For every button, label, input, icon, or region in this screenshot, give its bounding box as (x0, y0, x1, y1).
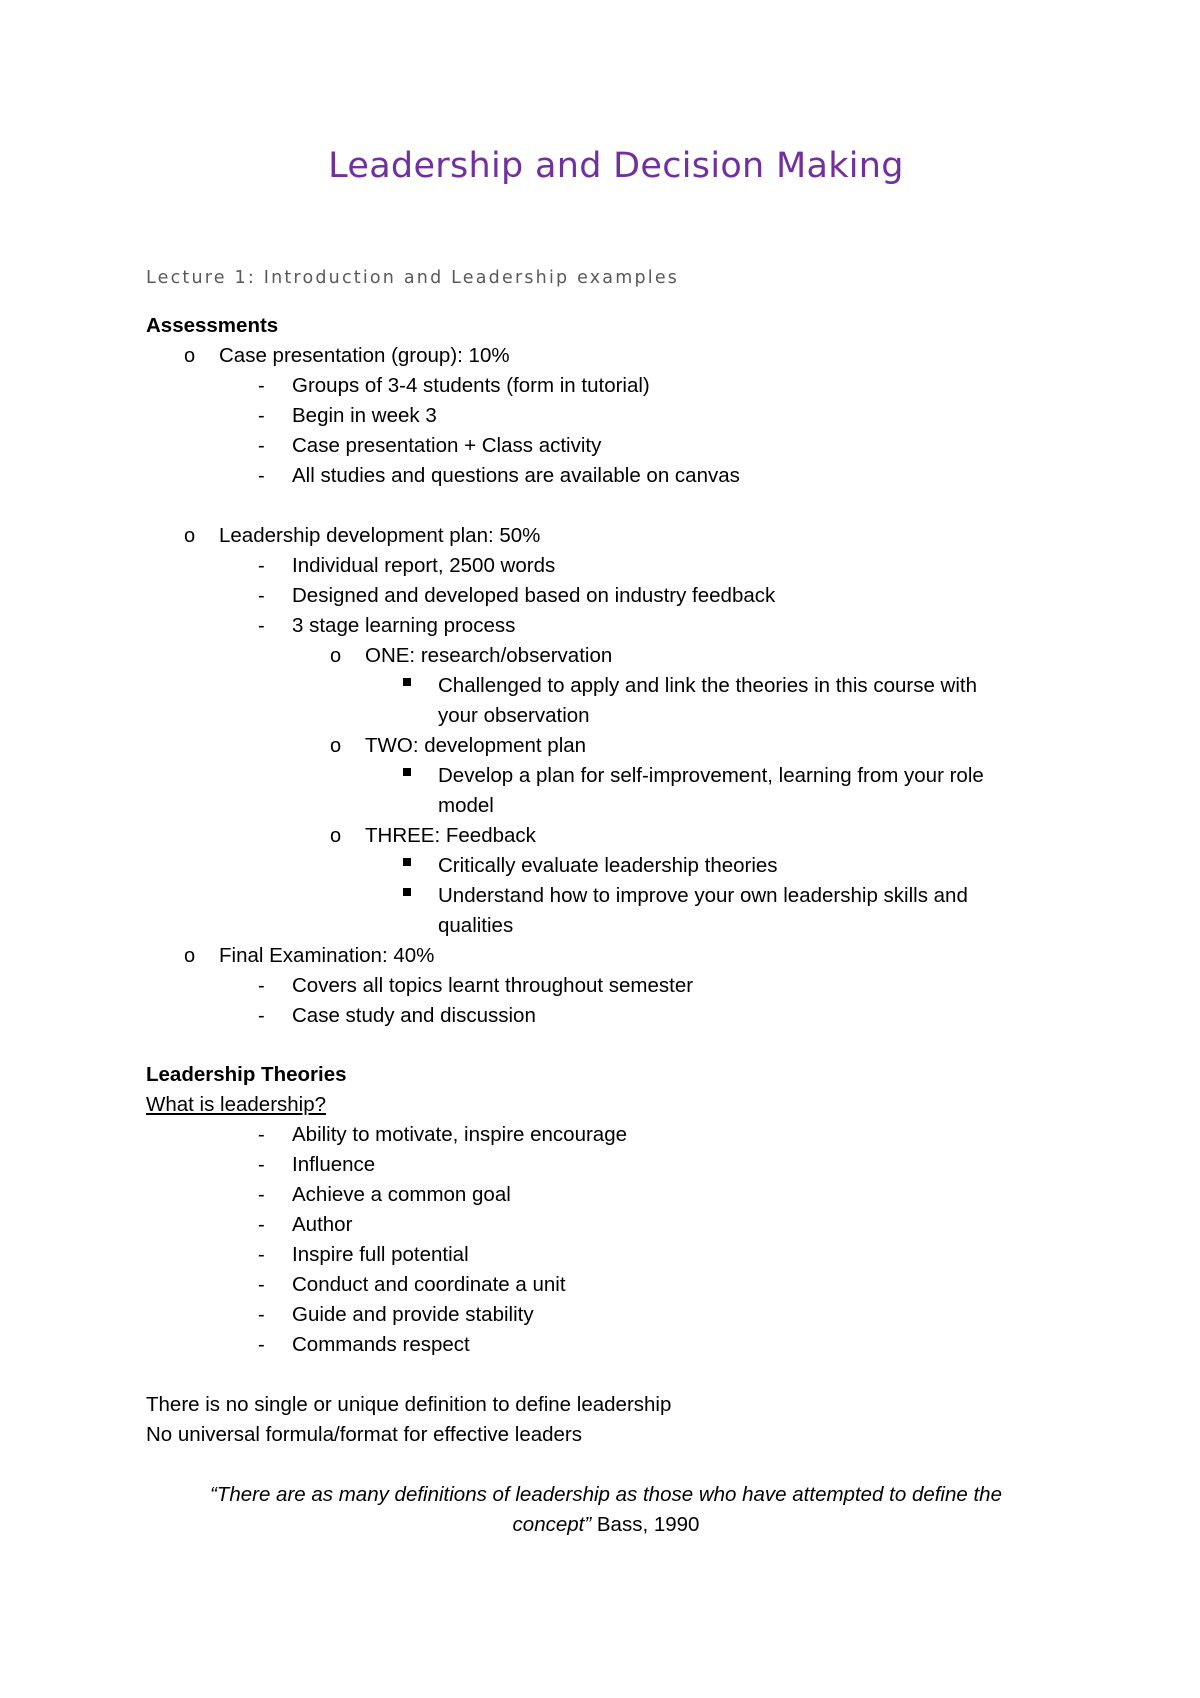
list-item: Covers all topics learnt throughout semester (292, 974, 694, 997)
dash-bullet-icon: - (258, 585, 265, 607)
dash-bullet-icon: - (258, 555, 265, 577)
list-item: Guide and provide stability (292, 1303, 534, 1326)
stage-detail: Challenged to apply and link the theories in this course with (438, 674, 978, 697)
dash-bullet-icon: - (258, 1005, 265, 1027)
assessments-heading: Assessments (146, 314, 279, 337)
list-item: Case presentation + Class activity (292, 434, 602, 457)
circle-bullet-icon: o (330, 735, 342, 757)
circle-bullet-icon: o (184, 345, 196, 367)
list-item: 3 stage learning process (292, 614, 516, 637)
assessment-item: Final Examination: 40% (219, 944, 435, 967)
list-item: All studies and questions are available on canvas (292, 464, 740, 487)
quote-line-2 (146, 1510, 1066, 1540)
page-title: Leadership and Decision Making (328, 146, 904, 186)
lecture-heading: Lecture 1: Introduction and Leadership examples (146, 268, 680, 288)
stage-detail: Develop a plan for self-improvement, learning from your role (438, 764, 984, 787)
quote-attribution: Bass, 1990 (591, 1513, 700, 1536)
dash-bullet-icon: - (258, 1244, 265, 1266)
list-item: Achieve a common goal (292, 1183, 511, 1206)
square-bullet-icon (403, 888, 411, 896)
stage-detail: Understand how to improve your own leadership skills and (438, 884, 968, 907)
stage-item: ONE: research/observation (365, 644, 613, 667)
square-bullet-icon (403, 768, 411, 776)
list-item: Conduct and coordinate a unit (292, 1273, 566, 1296)
list-item: Ability to motivate, inspire encourage (292, 1123, 628, 1146)
list-item: Influence (292, 1153, 376, 1176)
dash-bullet-icon: - (258, 1124, 265, 1146)
circle-bullet-icon: o (330, 645, 342, 667)
dash-bullet-icon: - (258, 465, 265, 487)
stage-detail: Critically evaluate leadership theories (438, 854, 778, 877)
stage-item: THREE: Feedback (365, 824, 536, 847)
theories-subheading: What is leadership? (146, 1093, 327, 1116)
statement: There is no single or unique definition to define leadership (146, 1393, 672, 1416)
stage-detail: your observation (438, 704, 590, 727)
stage-item: TWO: development plan (365, 734, 587, 757)
dash-bullet-icon: - (258, 975, 265, 997)
dash-bullet-icon: - (258, 1304, 265, 1326)
quote-text: concept” (512, 1513, 592, 1536)
dash-bullet-icon: - (258, 1184, 265, 1206)
dash-bullet-icon: - (258, 1334, 265, 1356)
dash-bullet-icon: - (258, 1274, 265, 1296)
dash-bullet-icon: - (258, 615, 265, 637)
dash-bullet-icon: - (258, 1154, 265, 1176)
dash-bullet-icon: - (258, 375, 265, 397)
list-item: Author (292, 1213, 353, 1236)
stage-detail: qualities (438, 914, 514, 937)
list-item: Commands respect (292, 1333, 470, 1356)
quote-text: “There are as many definitions of leadership as those who have attempted to define the (209, 1483, 1002, 1506)
circle-bullet-icon: o (184, 945, 196, 967)
stage-detail: model (438, 794, 494, 817)
square-bullet-icon (403, 678, 411, 686)
dash-bullet-icon: - (258, 435, 265, 457)
square-bullet-icon (403, 858, 411, 866)
list-item: Begin in week 3 (292, 404, 437, 427)
list-item: Inspire full potential (292, 1243, 469, 1266)
statement: No universal formula/format for effective leaders (146, 1423, 583, 1446)
assessment-item: Leadership development plan: 50% (219, 524, 541, 547)
list-item: Designed and developed based on industry feedback (292, 584, 776, 607)
assessment-item: Case presentation (group): 10% (219, 344, 510, 367)
dash-bullet-icon: - (258, 405, 265, 427)
dash-bullet-icon: - (258, 1214, 265, 1236)
theories-heading: Leadership Theories (146, 1063, 347, 1086)
circle-bullet-icon: o (184, 525, 196, 547)
list-item: Individual report, 2500 words (292, 554, 556, 577)
list-item: Groups of 3-4 students (form in tutorial) (292, 374, 650, 397)
circle-bullet-icon: o (330, 825, 342, 847)
list-item: Case study and discussion (292, 1004, 536, 1027)
quote-line-1 (146, 1480, 1066, 1510)
